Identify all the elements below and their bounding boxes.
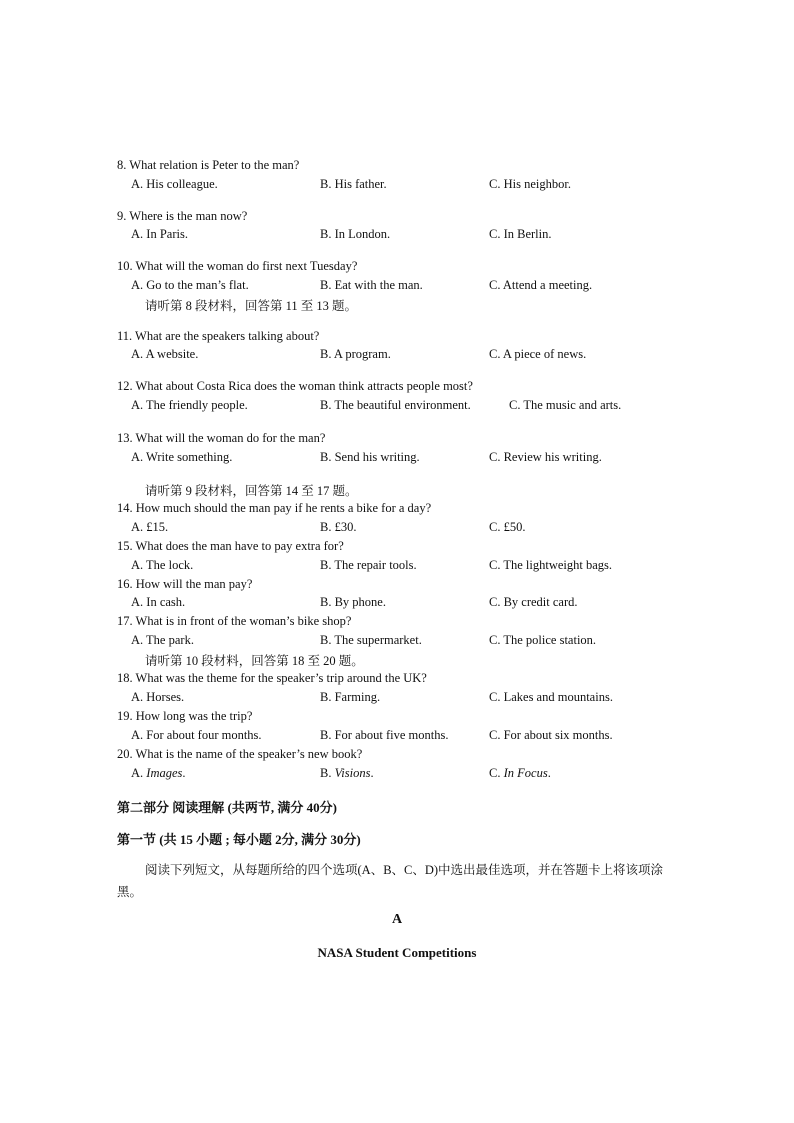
q8-option-a: A. His colleague. [131, 177, 218, 191]
question-11: 11. What are the speakers talking about? [117, 329, 320, 343]
passage-title: NASA Student Competitions [317, 945, 477, 960]
q12-option-b: B. The beautiful environment. [320, 398, 471, 412]
q12-option-a: A. The friendly people. [131, 398, 248, 412]
q10-option-c: C. Attend a meeting. [489, 278, 593, 292]
q16-option-b: B. By phone. [320, 595, 386, 609]
question-14: 14. How much should the man pay if he rents a bike for a day? [117, 501, 432, 515]
q13-option-b: B. Send his writing. [320, 450, 420, 464]
question-16: 16. How will the man pay? [117, 577, 253, 591]
question-10: 10. What will the woman do first next Tuesday? [117, 259, 358, 273]
q16-option-c: C. By credit card. [489, 595, 578, 609]
q15-option-b: B. The repair tools. [320, 558, 417, 572]
q18-option-c: C. Lakes and mountains. [489, 690, 613, 704]
q9-option-b: B. In London. [320, 227, 391, 241]
q8-option-b: B. His father. [320, 177, 387, 191]
question-19: 19. How long was the trip? [117, 709, 253, 723]
question-18: 18. What was the theme for the speaker’s trip around the UK? [117, 671, 427, 685]
passage-letter: A [391, 912, 403, 927]
q17-option-b: B. The supermarket. [320, 633, 422, 647]
q18-option-a: A. Horses. [131, 690, 185, 704]
q17-option-c: C. The police station. [489, 633, 597, 647]
q12-option-c: C. The music and arts. [509, 398, 622, 412]
question-13: 13. What will the woman do for the man? [117, 431, 326, 445]
section1-heading: 第一节 (共 15 小题 ; 每小题 2分, 满分 30分) [117, 832, 361, 847]
q13-option-a: A. Write something. [131, 450, 233, 464]
q20-option-c: C. In Focus. [489, 766, 551, 780]
q20-option-c-title: In Focus [503, 766, 548, 780]
q14-option-c: C. £50. [489, 520, 526, 534]
q14-option-b: B. £30. [320, 520, 357, 534]
q20-option-a-title: Images [146, 766, 183, 780]
q14-option-a: A. £15. [131, 520, 169, 534]
q18-option-b: B. Farming. [320, 690, 381, 704]
q20-option-a: A. Images. [131, 766, 186, 780]
q19-option-b: B. For about five months. [320, 728, 449, 742]
q13-option-c: C. Review his writing. [489, 450, 602, 464]
q9-option-a: A. In Paris. [131, 227, 188, 241]
question-8: 8. What relation is Peter to the man? [117, 158, 300, 172]
q11-option-c: C. A piece of news. [489, 347, 587, 361]
q8-option-c: C. His neighbor. [489, 177, 571, 191]
question-20: 20. What is the name of the speaker’s new book? [117, 747, 363, 761]
q10-option-b: B. Eat with the man. [320, 278, 423, 292]
instruction-material-10: 请听第 10 段材料，回答第 18 至 20 题。 [145, 654, 364, 668]
instruction-material-8: 请听第 8 段材料，回答第 11 至 13 题。 [145, 299, 358, 313]
part2-heading: 第二部分 阅读理解 (共两节, 满分 40分) [117, 800, 337, 815]
q11-option-b: B. A program. [320, 347, 391, 361]
q20-option-b: B. Visions. [320, 766, 374, 780]
q11-option-a: A. A website. [131, 347, 199, 361]
q17-option-a: A. The park. [131, 633, 194, 647]
question-12: 12. What about Costa Rica does the woman think attracts people most? [117, 379, 473, 393]
q9-option-c: C. In Berlin. [489, 227, 552, 241]
q16-option-a: A. In cash. [131, 595, 186, 609]
question-9: 9. Where is the man now? [117, 209, 248, 223]
q15-option-c: C. The lightweight bags. [489, 558, 613, 572]
reading-instructions: 阅读下列短文，从每题所给的四个选项(A、B、C、D)中选出最佳选项，并在答题卡上将该项涂黑。 [117, 863, 664, 899]
q10-option-a: A. Go to the man’s flat. [131, 278, 249, 292]
q20-option-b-title: Visions [334, 766, 371, 780]
q19-option-a: A. For about four months. [131, 728, 262, 742]
q15-option-a: A. The lock. [131, 558, 194, 572]
question-15: 15. What does the man have to pay extra for? [117, 539, 344, 553]
question-17: 17. What is in front of the woman’s bike shop? [117, 614, 352, 628]
instruction-material-9: 请听第 9 段材料，回答第 14 至 17 题。 [145, 484, 358, 498]
q19-option-c: C. For about six months. [489, 728, 613, 742]
